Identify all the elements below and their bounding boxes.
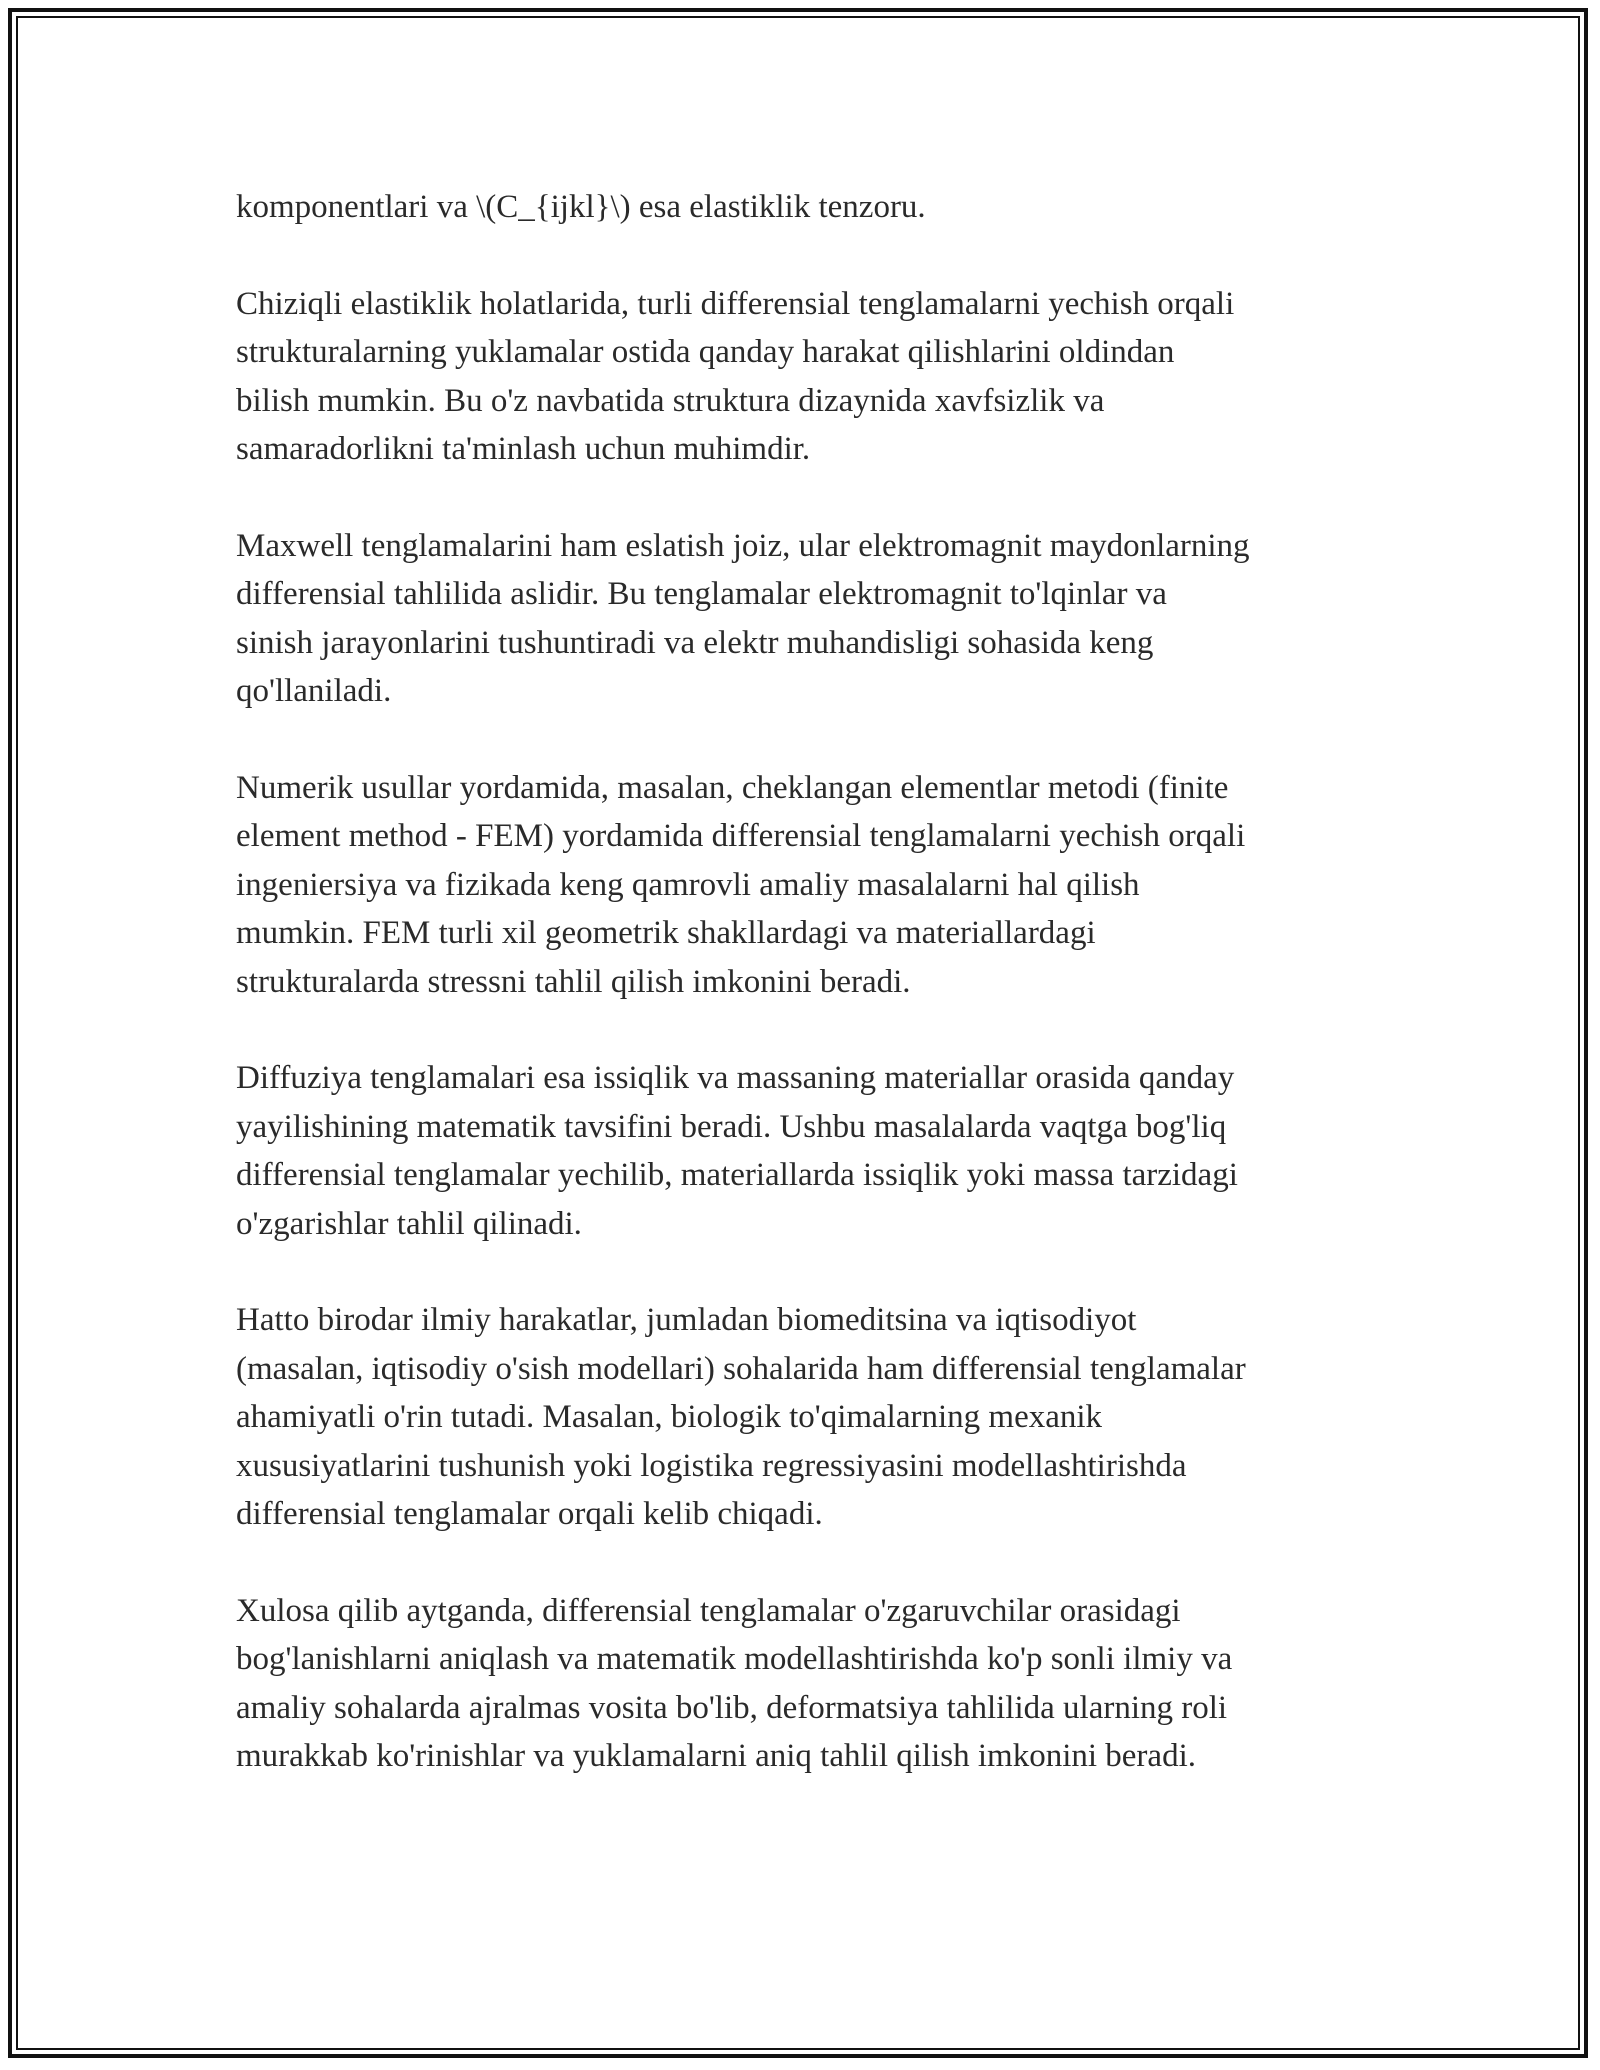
paragraph-conclusion: Xulosa qilib aytganda, differensial tenglamalar o'zgaruvchilar orasidagi bog'lanishlarni aniqlash va matematik modellashtirishda ko'p sonli ilmiy va amaliy sohalarda ajralmas vosita bo'lib, deformatsiya tahlilida ularning roli murakkab ko'rinishlar va yuklamalarni aniq tahlil qilish imkonini beradi. <box>236 1592 1233 1774</box>
paragraph-linear-elasticity: Chiziqli elastiklik holatlarida, turli differensial tenglamalarni yechish orqali strukturalarning yuklamalar ostida qanday harakat qilishlarini oldindan bilish mumkin. Bu o'z navbatida struktura dizaynida xavfsizlik va samaradorlikni ta'minlash uchun muhimdir. <box>236 285 1235 467</box>
document-body <box>236 183 1386 1829</box>
paragraph-elasticity-tensor: komponentlari va \(C_{ijkl}\) esa elastiklik tenzoru. <box>236 189 926 225</box>
paragraph-biomedicine-economics: Hatto birodar ilmiy harakatlar, jumladan biomeditsina va iqtisodiyot (masalan, iqtisodiy o'sish modellari) sohalarida ham differensial tenglamalar ahamiyatli o'rin tutadi. Masalan, biologik to'qimalarning mexanik xususiyatlarini tushunish yoki logistika regressiyasini modellashtirishda differensial tenglamalar orqali kelib chiqadi. <box>236 1302 1246 1532</box>
paragraph-maxwell-equations: Maxwell tenglamalarini ham eslatish joiz, ular elektromagnit maydonlarning differensial tahlilida aslidir. Bu tenglamalar elektromagnit to'lqinlar va sinish jarayonlarini tushuntiradi va elektr muhandisligi sohasida keng qo'llaniladi. <box>236 527 1250 709</box>
paragraph-diffusion-equations: Diffuziya tenglamalari esa issiqlik va massaning materiallar orasida qanday yayilishining matematik tavsifini beradi. Ushbu masalalarda vaqtga bog'liq differensial tenglamalar yechilib, materiallarda issiqlik yoki massa tarzidagi o'zgarishlar tahlil qilinadi. <box>236 1060 1238 1242</box>
paragraph-numerical-methods-fem: Numerik usullar yordamida, masalan, cheklangan elementlar metodi (finite element method - FEM) yordamida differensial tenglamalarni yechish orqali ingeniersiya va fizikada keng qamrovli amaliy masalalarni hal qilish mumkin. FEM turli xil geometrik shakllardagi va materiallardagi strukturalarda stressni tahlil qilish imkonini beradi. <box>236 769 1246 1000</box>
